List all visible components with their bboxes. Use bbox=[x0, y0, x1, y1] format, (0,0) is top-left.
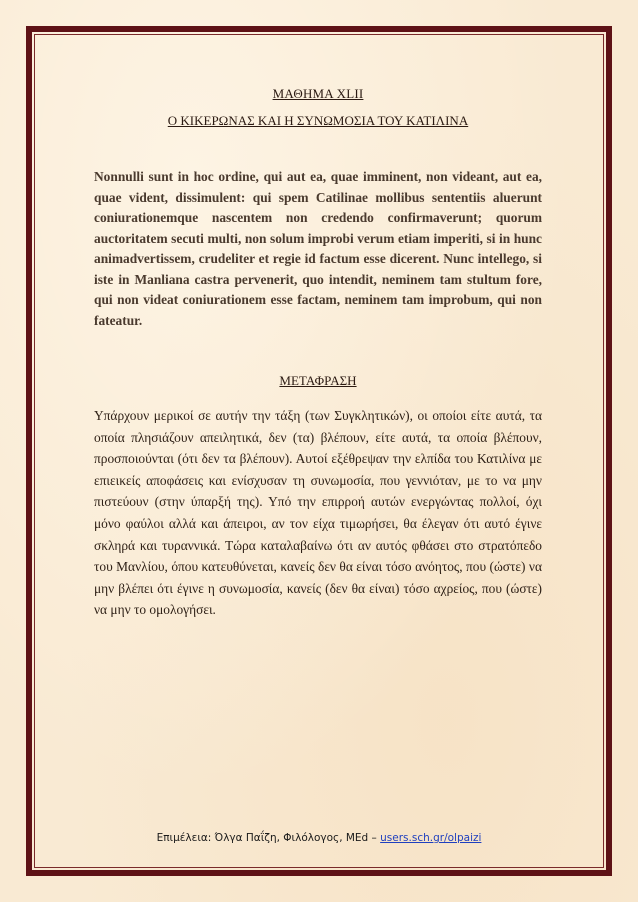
lesson-title: ΜΑΘΗΜΑ XLII bbox=[272, 86, 364, 101]
translation-heading: ΜΕΤΑΦΡΑΣΗ bbox=[279, 373, 357, 388]
latin-passage: Nonnulli sunt in hoc ordine, qui aut ea, quae imminent, non videant, aut ea, quae vident, dissimulent: qui spem Catilinae mollibus sententiis aluerunt coniurationemque nascentem non credendo confirmaverunt; quorum auctoritatem secuti multi, non solum improbi verum etiam imperiti, si in hunc animadvertissem, crudeliter et regie id factum esse dicerent. Nunc intellego, si iste in Manliana castra pervenerit, quo intendit, neminem tam stultum fore, qui non videat coniurationem esse factam, neminem tam improbum, qui non fateatur. bbox=[94, 169, 542, 328]
lesson-subtitle: Ο ΚΙΚΕΡΩΝΑΣ ΚΑΙ Η ΣΥΝΩΜΟΣΙΑ ΤΟΥ ΚΑΤΙΛΙΝΑ bbox=[167, 113, 469, 128]
footer-credit: Επιμέλεια: Όλγα Παΐζη, Φιλόλογος, MEd – bbox=[156, 832, 381, 844]
footer-website-link[interactable]: users.sch.gr/olpaizi bbox=[380, 832, 482, 844]
page-footer bbox=[0, 832, 638, 844]
greek-translation: Υπάρχουν μερικοί σε αυτήν την τάξη (των Συγκλητικών), οι οποίοι είτε αυτά, τα οποία πλησιάζουν απειλητικά, δεν (τα) βλέπουν, είτε αυτά, τα οποία βλέπουν, προσποιούνται (ότι δεν τα βλέπουν). Αυτοί εξέθρεψαν την ελπίδα του Κατιλίνα με επιεικείς αποφάσεις και ενίσχυσαν τη συνωμοσία, που γεννιόταν, με το να μην πιστεύουν (στην ύπαρξή της). Υπό την επιρροή αυτών ενεργώντας πολλοί, όχι μόνο φαύλοι αλλά και άπειροι, αν τον είχα τιμωρήσει, θα έλεγαν ότι αυτό έγινε σκληρά και τυραννικά. Τώρα καταλαβαίνω ότι αν αυτός φθάσει στο στρατόπεδο του Μανλίου, όπου κατευθύνεται, κανείς δεν θα είναι τόσο ανόητος, που (ώστε) να μην βλέπει ότι έγινε η συνωμοσία, κανείς (δεν θα είναι) τόσο αχρείος, που (ώστε) να μην το ομολογήσει. bbox=[94, 408, 542, 618]
